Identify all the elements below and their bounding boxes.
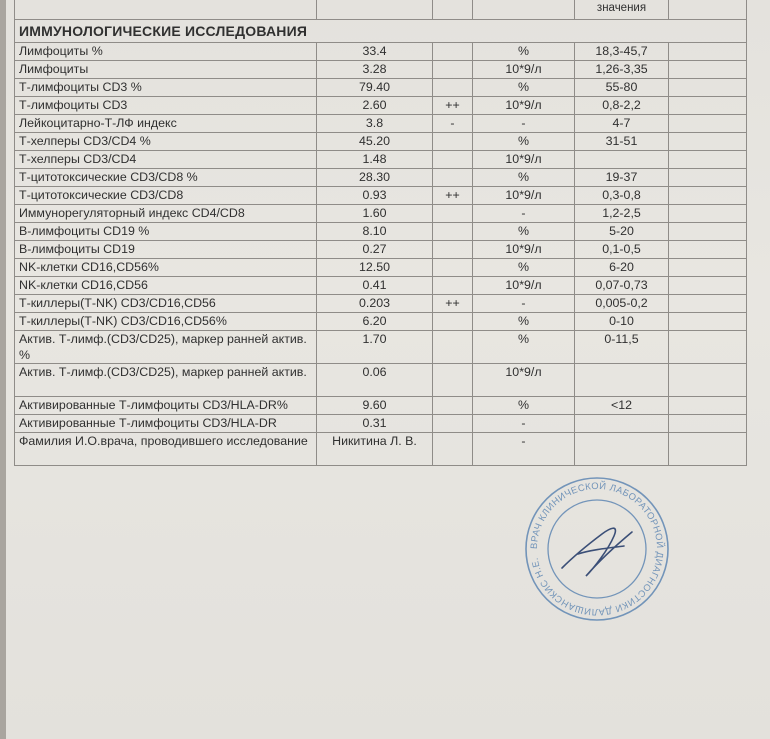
header-cell-flag xyxy=(433,0,473,20)
cell-ref: 6-20 xyxy=(575,259,669,277)
cell-flag: ++ xyxy=(433,187,473,205)
cell-name: Т-лимфоциты CD3 xyxy=(15,97,317,115)
cell-flag: ++ xyxy=(433,97,473,115)
table-row xyxy=(15,433,747,466)
cell-unit: % xyxy=(473,79,575,97)
cell-extra xyxy=(669,223,747,241)
table-row xyxy=(15,364,747,397)
cell-name: В-лимфоциты CD19 % xyxy=(15,223,317,241)
cell-ref: <12 xyxy=(575,397,669,415)
cell-unit: - xyxy=(473,415,575,433)
cell-extra xyxy=(669,43,747,61)
cell-ref: 19-37 xyxy=(575,169,669,187)
cell-unit: % xyxy=(473,169,575,187)
cell-flag xyxy=(433,223,473,241)
cell-flag xyxy=(433,259,473,277)
cell-extra xyxy=(669,187,747,205)
table-row xyxy=(15,259,747,277)
cell-value: Никитина Л. В. xyxy=(317,433,433,466)
results-table xyxy=(14,0,747,466)
cell-value: 45.20 xyxy=(317,133,433,151)
cell-unit: 10*9/л xyxy=(473,97,575,115)
cell-extra xyxy=(669,151,747,169)
cell-unit: % xyxy=(473,43,575,61)
cell-extra xyxy=(669,115,747,133)
cell-extra xyxy=(669,79,747,97)
cell-unit: 10*9/л xyxy=(473,61,575,79)
cell-unit: 10*9/л xyxy=(473,151,575,169)
header-cell-name xyxy=(15,0,317,20)
cell-value: 0.27 xyxy=(317,241,433,259)
table-row xyxy=(15,169,747,187)
table-row xyxy=(15,115,747,133)
cell-name: Лейкоцитарно-Т-ЛФ индекс xyxy=(15,115,317,133)
cell-extra xyxy=(669,364,747,397)
cell-name: Т-цитотоксические CD3/CD8 xyxy=(15,187,317,205)
cell-flag xyxy=(433,277,473,295)
cell-ref: 0,8-2,2 xyxy=(575,97,669,115)
cell-extra xyxy=(669,313,747,331)
header-cell-extra xyxy=(669,0,747,20)
cell-ref: 0-10 xyxy=(575,313,669,331)
cell-extra xyxy=(669,397,747,415)
cell-name: Актив. Т-лимф.(CD3/CD25), маркер ранней актив. % xyxy=(15,331,317,364)
cell-flag xyxy=(433,433,473,466)
header-cell-unit xyxy=(473,0,575,20)
cell-extra xyxy=(669,277,747,295)
cell-extra xyxy=(669,97,747,115)
section-title: ИММУНОЛОГИЧЕСКИЕ ИССЛЕДОВАНИЯ xyxy=(15,20,747,43)
cell-value: 8.10 xyxy=(317,223,433,241)
table-row xyxy=(15,97,747,115)
cell-unit: % xyxy=(473,331,575,364)
cell-extra xyxy=(669,133,747,151)
cell-ref: 1,2-2,5 xyxy=(575,205,669,223)
cell-flag xyxy=(433,331,473,364)
cell-flag xyxy=(433,364,473,397)
doctor-stamp xyxy=(524,476,670,622)
cell-value: 1.48 xyxy=(317,151,433,169)
cell-name: Т-хелперы CD3/CD4 xyxy=(15,151,317,169)
cell-value: 0.93 xyxy=(317,187,433,205)
cell-ref: 0,1-0,5 xyxy=(575,241,669,259)
cell-extra xyxy=(669,241,747,259)
cell-flag xyxy=(433,205,473,223)
cell-ref: 18,3-45,7 xyxy=(575,43,669,61)
table-row xyxy=(15,397,747,415)
cell-unit: 10*9/л xyxy=(473,187,575,205)
cell-unit: - xyxy=(473,205,575,223)
cell-ref xyxy=(575,433,669,466)
table-row xyxy=(15,277,747,295)
cell-flag xyxy=(433,241,473,259)
cell-extra xyxy=(669,295,747,313)
cell-name: Лимфоциты xyxy=(15,61,317,79)
cell-flag xyxy=(433,151,473,169)
cell-unit: 10*9/л xyxy=(473,364,575,397)
cell-name: Актив. Т-лимф.(CD3/CD25), маркер ранней актив. xyxy=(15,364,317,397)
cell-extra xyxy=(669,61,747,79)
table-row xyxy=(15,331,747,364)
cell-value: 0.06 xyxy=(317,364,433,397)
cell-name: Т-хелперы CD3/CD4 % xyxy=(15,133,317,151)
cell-flag xyxy=(433,79,473,97)
cell-value: 0.31 xyxy=(317,415,433,433)
cell-unit: - xyxy=(473,115,575,133)
cell-flag xyxy=(433,43,473,61)
table-row xyxy=(15,241,747,259)
cell-unit: 10*9/л xyxy=(473,277,575,295)
cell-ref: 5-20 xyxy=(575,223,669,241)
cell-extra xyxy=(669,259,747,277)
cell-ref xyxy=(575,415,669,433)
cell-extra xyxy=(669,415,747,433)
cell-name: Активированные Т-лимфоциты CD3/HLA-DR% xyxy=(15,397,317,415)
table-row xyxy=(15,151,747,169)
cell-name: Фамилия И.О.врача, проводившего исследование xyxy=(15,433,317,466)
cell-ref: 0-11,5 xyxy=(575,331,669,364)
cell-ref: 4-7 xyxy=(575,115,669,133)
cell-flag: ++ xyxy=(433,295,473,313)
cell-name: Иммунорегуляторный индекс CD4/CD8 xyxy=(15,205,317,223)
cell-ref: 31-51 xyxy=(575,133,669,151)
cell-extra xyxy=(669,205,747,223)
cell-flag xyxy=(433,397,473,415)
table-row xyxy=(15,133,747,151)
cell-value: 79.40 xyxy=(317,79,433,97)
cell-unit: - xyxy=(473,295,575,313)
cell-flag xyxy=(433,61,473,79)
section-header-row xyxy=(15,20,747,43)
table-row xyxy=(15,223,747,241)
cell-value: 33.4 xyxy=(317,43,433,61)
cell-name: Т-киллеры(Т-NK) CD3/CD16,CD56 xyxy=(15,295,317,313)
cell-name: Активированные Т-лимфоциты CD3/HLA-DR xyxy=(15,415,317,433)
cell-ref xyxy=(575,151,669,169)
cell-ref: 0,005-0,2 xyxy=(575,295,669,313)
table-row xyxy=(15,43,747,61)
cell-value: 1.60 xyxy=(317,205,433,223)
cell-unit: % xyxy=(473,259,575,277)
table-row xyxy=(15,313,747,331)
table-row xyxy=(15,187,747,205)
cell-unit: 10*9/л xyxy=(473,241,575,259)
cell-unit: % xyxy=(473,313,575,331)
cell-value: 0.203 xyxy=(317,295,433,313)
table-row xyxy=(15,61,747,79)
cell-value: 9.60 xyxy=(317,397,433,415)
cell-extra xyxy=(669,331,747,364)
cell-name: Лимфоциты % xyxy=(15,43,317,61)
cell-ref: 55-80 xyxy=(575,79,669,97)
cell-flag xyxy=(433,133,473,151)
cell-unit: % xyxy=(473,397,575,415)
cell-extra xyxy=(669,433,747,466)
header-cell-value xyxy=(317,0,433,20)
cell-name: NK-клетки CD16,CD56% xyxy=(15,259,317,277)
cell-ref: 0,07-0,73 xyxy=(575,277,669,295)
cell-value: 6.20 xyxy=(317,313,433,331)
table-row xyxy=(15,295,747,313)
cell-ref: 1,26-3,35 xyxy=(575,61,669,79)
cell-value: 0.41 xyxy=(317,277,433,295)
cell-name: Т-киллеры(Т-NK) CD3/CD16,CD56% xyxy=(15,313,317,331)
cell-value: 28.30 xyxy=(317,169,433,187)
cell-value: 12.50 xyxy=(317,259,433,277)
cell-name: Т-лимфоциты CD3 % xyxy=(15,79,317,97)
cell-value: 1.70 xyxy=(317,331,433,364)
cell-name: NK-клетки CD16,CD56 xyxy=(15,277,317,295)
cell-unit: - xyxy=(473,433,575,466)
table-row xyxy=(15,415,747,433)
cell-unit: % xyxy=(473,133,575,151)
cell-name: Т-цитотоксические CD3/CD8 % xyxy=(15,169,317,187)
table-row xyxy=(15,79,747,97)
cell-ref xyxy=(575,364,669,397)
header-row xyxy=(15,0,747,20)
cell-extra xyxy=(669,169,747,187)
svg-text:ВРАЧ КЛИНИЧЕСКОЙ ЛАБОРАТОРНОЙ: ВРАЧ КЛИНИЧЕСКОЙ ЛАБОРАТОРНОЙ ДИАГНОСТИКИ ДАЛИШАНСКИС Н.Е. xyxy=(527,479,667,619)
cell-value: 2.60 xyxy=(317,97,433,115)
table-row xyxy=(15,205,747,223)
cell-flag xyxy=(433,313,473,331)
cell-flag xyxy=(433,169,473,187)
cell-flag xyxy=(433,415,473,433)
signature-mark xyxy=(562,528,632,576)
header-cell-reference: значения xyxy=(575,0,669,20)
cell-name: В-лимфоциты CD19 xyxy=(15,241,317,259)
cell-unit: % xyxy=(473,223,575,241)
cell-ref: 0,3-0,8 xyxy=(575,187,669,205)
cell-flag: - xyxy=(433,115,473,133)
cell-value: 3.28 xyxy=(317,61,433,79)
cell-value: 3.8 xyxy=(317,115,433,133)
